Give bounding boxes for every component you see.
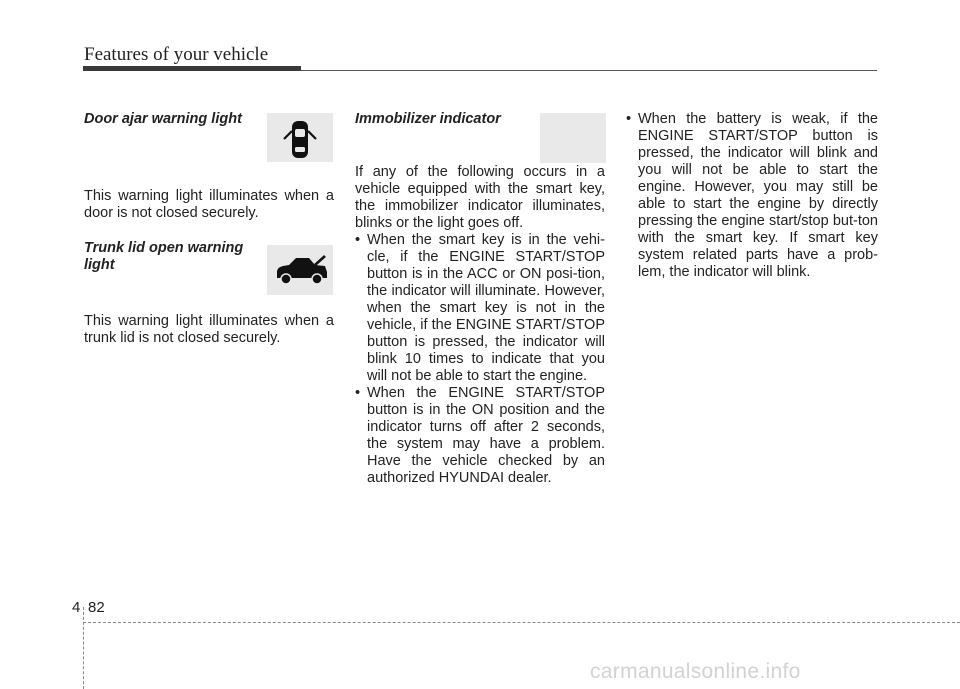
trunk-heading-line2: light [84, 257, 115, 273]
watermark: carmanualsonline.info [590, 660, 801, 683]
footer-divider [83, 607, 84, 689]
list-item: • When the smart key is in the vehi-cle, if the ENGINE START/STOP button is in the ACC or ON posi-tion, the indicator will illuminate. However, when the smart key is not in the vehicle, if the ENGINE START/STOP button is pressed, the indicator will blink 10 times to indicate that you will not be able to start the engine. [355, 232, 605, 385]
list-item: • When the battery is weak, if the ENGINE START/STOP button is pressed, the indicator will blink and you will not be able to start the engine. However, you may still be able to start the engine by directly pressing the engine start/stop but-ton with the smart key. If smart key system related parts have a prob-lem, the indicator will blink. [626, 111, 878, 281]
door-ajar-heading: Door ajar warning light [84, 111, 242, 127]
immobilizer-bullets [355, 232, 605, 487]
header-bar [83, 66, 301, 71]
page-number: 82 [88, 599, 105, 616]
footer-rule [83, 622, 960, 623]
immobilizer-heading: Immobilizer indicator [355, 111, 501, 127]
door-ajar-text: This warning light illuminates when a door is not closed securely. [84, 188, 334, 221]
door-ajar-icon-box [267, 113, 333, 162]
trunk-text: This warning light illuminates when a trunk lid is not closed securely. [84, 313, 334, 346]
trunk-heading [84, 240, 264, 274]
trunk-icon-box [267, 245, 333, 295]
door-ajar-icon [267, 113, 333, 162]
list-item: • When the ENGINE START/STOP button is in the ON position and the indicator turns off after 2 seconds, the system may have a problem. Have the vehicle checked by an authorized HYUNDAI dealer. [355, 385, 605, 487]
immobilizer-icon-box [540, 113, 606, 163]
page-title: Features of your vehicle [84, 44, 269, 65]
immobilizer-icon [540, 113, 606, 163]
header-rule [301, 70, 877, 71]
chapter-number: 4 [72, 599, 81, 616]
immobilizer-bullets-continued [626, 111, 878, 281]
trunk-open-icon [267, 245, 333, 295]
trunk-heading-line1: Trunk lid open warning [84, 240, 244, 256]
immobilizer-intro: If any of the following occurs in a vehicle equipped with the smart key, the immobilizer indicator illuminates, blinks or the light goes off. [355, 164, 605, 231]
